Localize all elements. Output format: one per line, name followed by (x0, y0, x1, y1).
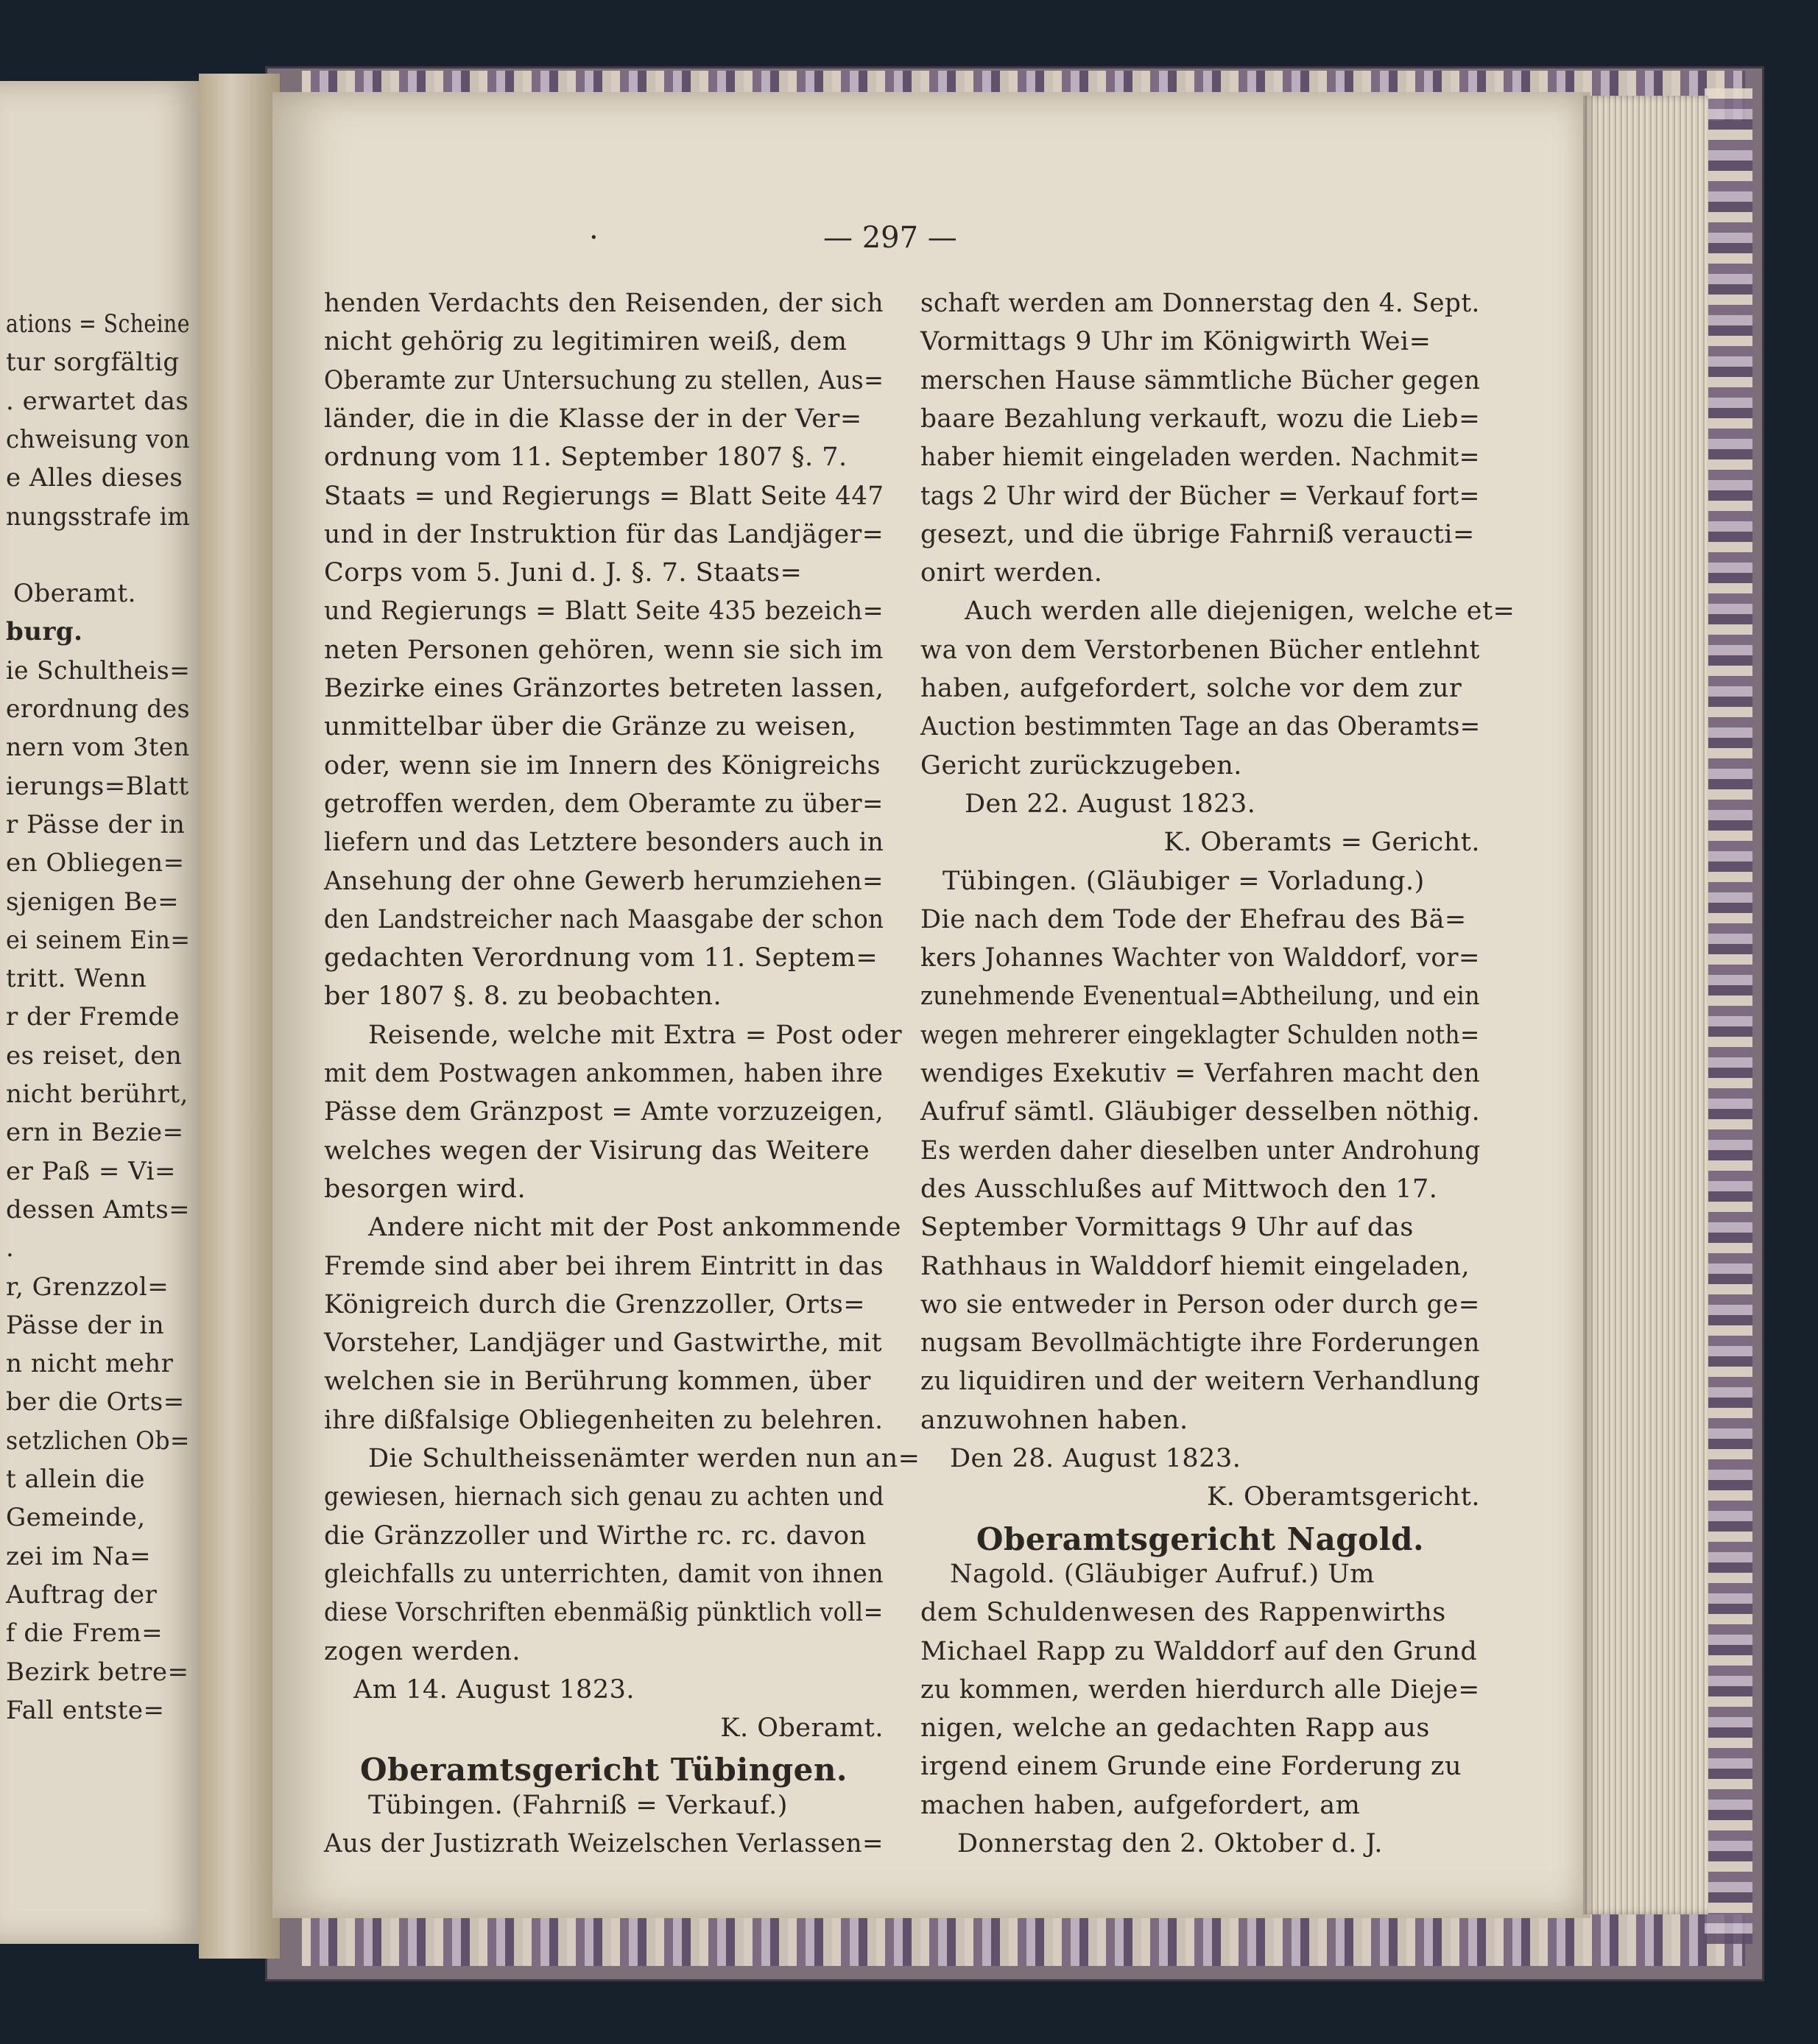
left-fragment-line: ei seinem Ein= (6, 925, 191, 955)
left-fragment-line: r Pässe der in (6, 809, 186, 839)
left-fragment-line: Fall entste= (6, 1695, 165, 1725)
left-fragment-line: chweisung von (6, 424, 191, 454)
column-right-line: Es werden daher dieselben unter Androhung (920, 1135, 1481, 1166)
left-fragment-line: t allein die (6, 1465, 145, 1494)
column-right-line: Auction bestimmten Tage an das Oberamts= (920, 712, 1481, 742)
column-right-line: Nagold. (Gläubiger Aufruf.) Um (950, 1559, 1375, 1589)
left-fragment-line: ber die Orts= (6, 1387, 185, 1417)
left-fragment-line: er Paß = Vi= (6, 1156, 176, 1186)
column-right-line: irgend einem Grunde eine Forderung zu (920, 1752, 1462, 1782)
column-right-line: K. Oberamts = Gericht. (1163, 828, 1480, 858)
left-fragment-line: zei im Na= (6, 1541, 152, 1571)
column-right-line: wegen mehrerer eingeklagter Schulden noth= (920, 1020, 1480, 1050)
column-left-line: oder, wenn sie im Innern des Königreichs (324, 750, 881, 780)
column-right-line: nigen, welche an gedachten Rapp aus (920, 1713, 1430, 1744)
left-fragment-line: nungsstrafe im (6, 501, 191, 532)
left-fragment-line: ie Schultheis= (6, 655, 191, 686)
page-mark: · (589, 221, 599, 255)
column-left-line: henden Verdachts den Reisenden, der sich (324, 289, 884, 318)
column-left-line: K. Oberamt. (720, 1713, 884, 1744)
left-fragment-line: f die Frem= (6, 1618, 163, 1649)
column-left-line: Bezirke eines Gränzortes betreten lassen, (324, 674, 884, 703)
column-right-line: baare Bezahlung verkauft, wozu die Lieb= (920, 403, 1481, 434)
column-right-line: des Ausschlußes auf Mittwoch den 17. (920, 1174, 1438, 1204)
column-right-line: September Vormittags 9 Uhr auf das (920, 1213, 1414, 1243)
column-left-line: Tübingen. (Fahrniß = Verkauf.) (368, 1790, 788, 1820)
page-number: — 297 — (823, 221, 957, 255)
column-right-line: haber hiemit eingeladen werden. Nachmit= (920, 443, 1480, 473)
left-fragment-line: r der Fremde (6, 1002, 180, 1032)
column-left-line: Am 14. August 1823. (353, 1674, 635, 1705)
left-fragment-line: setzlichen Ob= (6, 1425, 190, 1456)
column-right-line: wo sie entweder in Person oder durch ge= (920, 1289, 1480, 1319)
decorative-border-bottom (302, 1914, 1745, 1966)
column-right-line: zu liquidiren und der weitern Verhandlung (920, 1367, 1481, 1397)
column-right-line: Die nach dem Tode der Ehefrau des Bä= (920, 904, 1467, 934)
left-fragment-line: Pässe der in (6, 1310, 165, 1340)
column-left-line: zogen werden. (324, 1636, 521, 1666)
column-left-line: Königreich durch die Grenzzoller, Orts= (324, 1289, 866, 1319)
column-right-line: machen haben, aufgefordert, am (920, 1790, 1361, 1820)
left-fragment-line: ierungs=Blatt (6, 771, 189, 801)
left-fragment-line: Auftrag der (6, 1579, 158, 1610)
column-left-line: Aus der Justizrath Weizelschen Verlassen= (324, 1829, 884, 1858)
column-right-line: K. Oberamtsgericht. (1207, 1482, 1480, 1512)
column-right-line: schaft werden am Donnerstag den 4. Sept. (920, 289, 1480, 318)
column-left-line: liefern und das Letztere besonders auch in (324, 828, 884, 858)
column-left-line: gleichfalls zu unterrichten, damit von ihnen (324, 1559, 884, 1589)
column-right-line: haben, aufgefordert, solche vor dem zur (920, 674, 1462, 703)
column-left-line: neten Personen gehören, wenn sie sich im (324, 635, 884, 665)
page-block-edges (1583, 96, 1708, 1914)
column-right-line: Auch werden alle diejenigen, welche et= (965, 596, 1515, 627)
column-left-line: welchen sie in Berührung kommen, über (324, 1367, 871, 1397)
column-left-line: Die Schultheissenämter werden nun an= (368, 1444, 920, 1473)
column-left-line: ihre dißfalsige Obliegenheiten zu belehren. (324, 1405, 884, 1435)
column-left-line: den Landstreicher nach Maasgabe der schon (324, 904, 884, 934)
column-right-line: Tübingen. (Gläubiger = Vorladung.) (943, 866, 1425, 896)
column-left-line: Staats = und Regierungs = Blatt Seite 447 (324, 481, 884, 511)
left-fragment-line: Oberamt. (13, 579, 136, 609)
left-fragment-line: ations = Scheine (6, 309, 190, 339)
left-fragment-line: ern in Bezie= (6, 1118, 184, 1148)
column-right-line: zu kommen, werden hierdurch alle Dieje= (920, 1674, 1480, 1705)
column-left-line: nicht gehörig zu legitimiren weiß, dem (324, 327, 848, 357)
left-fragment-line: r, Grenzzol= (6, 1272, 169, 1302)
column-right-line: wendiges Exekutiv = Verfahren macht den (920, 1059, 1481, 1088)
column-right-line: Vormittags 9 Uhr im Königwirth Wei= (920, 327, 1431, 357)
column-left-line: mit dem Postwagen ankommen, haben ihre (324, 1059, 884, 1088)
column-left-line: welches wegen der Visirung das Weitere (324, 1135, 870, 1166)
column-right-line: kers Johannes Wachter von Walddorf, vor= (920, 943, 1480, 973)
left-fragment-line: burg. (6, 617, 83, 647)
column-left-line: gewiesen, hiernach sich genau zu achten und (324, 1482, 884, 1512)
left-fragment-line: n nicht mehr (6, 1349, 174, 1379)
column-left-line: länder, die in die Klasse der in der Ver= (324, 403, 862, 434)
column-left-line: und in der Instruktion für das Landjäger= (324, 519, 884, 549)
column-left-line: Oberamte zur Untersuchung zu stellen, Aus= (324, 365, 884, 395)
left-fragment-line: en Obliegen= (6, 848, 185, 878)
left-fragment-line: nicht berührt, (6, 1079, 189, 1109)
column-left-line: besorgen wird. (324, 1174, 526, 1204)
decorative-border-right (1705, 88, 1752, 1944)
column-left-line: gedachten Verordnung vom 11. Septem= (324, 943, 878, 973)
column-left-line: getroffen werden, dem Oberamte zu über= (324, 789, 884, 819)
column-left-line: Corps vom 5. Juni d. J. §. 7. Staats= (324, 558, 803, 588)
column-right-line: Michael Rapp zu Walddorf auf den Grund (920, 1636, 1478, 1666)
left-fragment-line: nern vom 3ten (6, 733, 190, 763)
column-left-line: ber 1807 §. 8. zu beobachten. (324, 982, 722, 1012)
left-fragment-line: e Alles dieses (6, 463, 183, 493)
left-fragment-line: Gemeinde, (6, 1503, 146, 1533)
column-left-line: Andere nicht mit der Post ankommende (368, 1213, 901, 1243)
column-right-line: dem Schuldenwesen des Rappenwirths (920, 1598, 1446, 1628)
left-fragment-line: . (6, 1233, 15, 1264)
column-left-line: Pässe dem Gränzpost = Amte vorzuzeigen, (324, 1097, 884, 1127)
column-left-line: Ansehung der ohne Gewerb herumziehen= (324, 866, 884, 896)
left-fragment-line: es reiset, den (6, 1040, 183, 1071)
spine-gutter (199, 74, 280, 1959)
column-left-line: und Regierungs = Blatt Seite 435 bezeich= (324, 596, 884, 627)
column-right-line: tags 2 Uhr wird der Bücher = Verkauf fort= (920, 481, 1480, 511)
column-right-line: Den 22. August 1823. (965, 789, 1256, 819)
column-left-line: Oberamtsgericht Tübingen. (360, 1752, 848, 1788)
column-left-line: Vorsteher, Landjäger und Gastwirthe, mit (324, 1328, 883, 1358)
column-right-line: anzuwohnen haben. (920, 1405, 1188, 1435)
column-right-line: Gericht zurückzugeben. (920, 750, 1242, 780)
column-left-line: unmittelbar über die Gränze zu weisen, (324, 712, 857, 742)
column-left-line: Reisende, welche mit Extra = Post oder (368, 1020, 903, 1050)
column-right-line: zunehmende Evenentual=Abtheilung, und ein (920, 982, 1481, 1012)
left-fragment-line: erordnung des (6, 694, 190, 724)
column-right-line: Den 28. August 1823. (950, 1444, 1241, 1473)
left-fragment-line: . erwartet das (6, 386, 189, 416)
column-right-line: Donnerstag den 2. Oktober d. J. (957, 1829, 1383, 1858)
column-right-line: onirt werden. (920, 558, 1103, 588)
column-left-line: diese Vorschriften ebenmäßig pünktlich voll= (324, 1598, 884, 1628)
column-left-line: ordnung vom 11. September 1807 §. 7. (324, 443, 848, 473)
left-fragment-line: tur sorgfältig (6, 348, 180, 378)
column-right-line: Oberamtsgericht Nagold. (976, 1520, 1425, 1557)
left-fragment-line: dessen Amts= (6, 1194, 190, 1224)
column-right-line: nugsam Bevollmächtigte ihre Forderungen (920, 1328, 1480, 1358)
column-left-line: Fremde sind aber bei ihrem Eintritt in das (324, 1251, 884, 1281)
column-right-line: Rathhaus in Walddorf hiemit eingeladen, (920, 1251, 1470, 1281)
column-right-line: wa von dem Verstorbenen Bücher entlehnt (920, 635, 1480, 665)
left-fragment-line: sjenigen Be= (6, 887, 180, 917)
column-right-line: merschen Hause sämmtliche Bücher gegen (920, 365, 1481, 395)
left-fragment-line: tritt. Wenn (6, 964, 147, 994)
column-right-line: gesezt, und die übrige Fahrniß veraucti= (920, 519, 1475, 549)
column-right-line: Aufruf sämtl. Gläubiger desselben nöthig. (920, 1097, 1481, 1127)
column-left-line: die Gränzzoller und Wirthe rc. rc. davon (324, 1520, 867, 1551)
left-fragment-line: Bezirk betre= (6, 1657, 189, 1687)
